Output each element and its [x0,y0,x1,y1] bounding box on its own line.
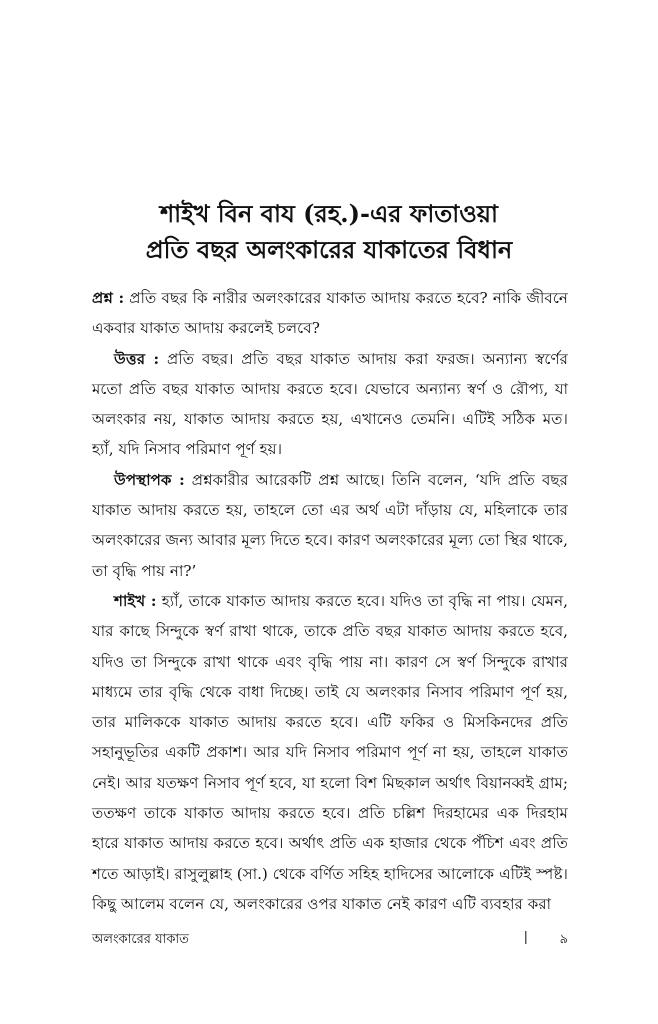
paragraph-text: প্রতি বছর কি নারীর অলংকারের যাকাত আদায় করতে হবে? নাকি জীবনে একবার যাকাত আদায় করলেই চলবে? [92,289,568,338]
paragraph-label: উত্তর : [114,349,160,368]
page-number: ৯ [559,932,568,947]
chapter-title-line-2: প্রতি বছর অলংকারের যাকাতের বিধান [145,235,513,264]
footer-separator: | [523,930,528,945]
page-footer [92,930,568,954]
chapter-title [60,196,598,268]
paragraph-text: প্রশ্নকারীর আরেকটি প্রশ্ন আছে। তিনি বলেন, ‘যদি প্রতি বছর যাকাত আদায় করতে হয়, তাহলে তো এর অর্থ এটা দাঁড়ায় যে, মহিলাকে তার অলংকারের জন্য আবার মূল্য দিতে হবে। কারণ অলংকারের মূল্য তো স্থির থাকে, তা বৃদ্ধি পায় না?’ [92,470,568,580]
sheikh-paragraph [92,586,568,919]
paragraph-text: প্রতি বছর। প্রতি বছর যাকাত আদায় করা ফরজ। অন্যান্য স্বর্ণের মতো প্রতি বছর যাকাত আদায় করতে হবে। যেভাবে অন্যান্য স্বর্ণ ও রৌপ্য, যা অলংকার নয়, যাকাত আদায় করতে হয়, এখানেও তেমনি। এটিই সঠিক মত। হ্যাঁ, যদি নিসাব পরিমাণ পূর্ণ হয়। [92,349,568,459]
presenter-paragraph [92,465,568,586]
chapter-title-line-1: শাইখ বিন বায (রহ.)-এর ফাতাওয়া [159,199,499,228]
paragraph-text: হ্যাঁ, তাকে যাকাত আদায় করতে হবে। যদিও তা বৃদ্ধি না পায়। যেমন, যার কাছে সিন্দুকে স্বর্ণ রাখা থাকে, তাকে প্রতি বছর যাকাত আদায় করতে হবে, যদিও তা সিন্দুকে রাখা থাকে এবং বৃদ্ধি পায় না। কারণ সে স্বর্ণ সিন্দুকে রাখার মাধ্যমে তার বৃদ্ধি থেকে বাধা দিচ্ছে। তাই যে অলংকার নিসাব পরিমাণ পূর্ণ হয়, তার মালিককে যাকাত আদায় করতে হবে। এটি ফকির ও মিসকিনদের প্রতি সহানুভূতির একটি প্রকাশ। আর যদি নিসাব পরিমাণ পূর্ণ না হয়, তাহলে যাকাত নেই। আর যতক্ষণ নিসাব পূর্ণ হবে, যা হলো বিশ মিছকাল অর্থাৎ বিয়ানব্বই গ্রাম; ততক্ষণ তাকে যাকাত আদায় করতে হবে। প্রতি চল্লিশ দিরহামের এক দিরহাম হারে যাকাত আদায় করতে হবে। অর্থাৎ প্রতি এক হাজার থেকে পঁচিশ এবং প্রতি শতে আড়াই। রাসুলুল্লাহ (সা.) থেকে বর্ণিত সহিহ হাদিসের আলোকে এটিই স্পষ্ট। কিছু আলেম বলেন যে, অলংকারের ওপর যাকাত নেই কারণ এটি ব্যবহার করা [92,591,569,913]
answer-paragraph [92,344,568,465]
paragraph-label: প্রশ্ন : [92,289,125,307]
body-text [92,283,568,919]
running-title: অলংকারের যাকাত [92,932,189,947]
paragraph-label: উপস্থাপক : [114,470,185,489]
question-paragraph [92,283,568,344]
paragraph-label: শাইখ : [114,591,157,610]
